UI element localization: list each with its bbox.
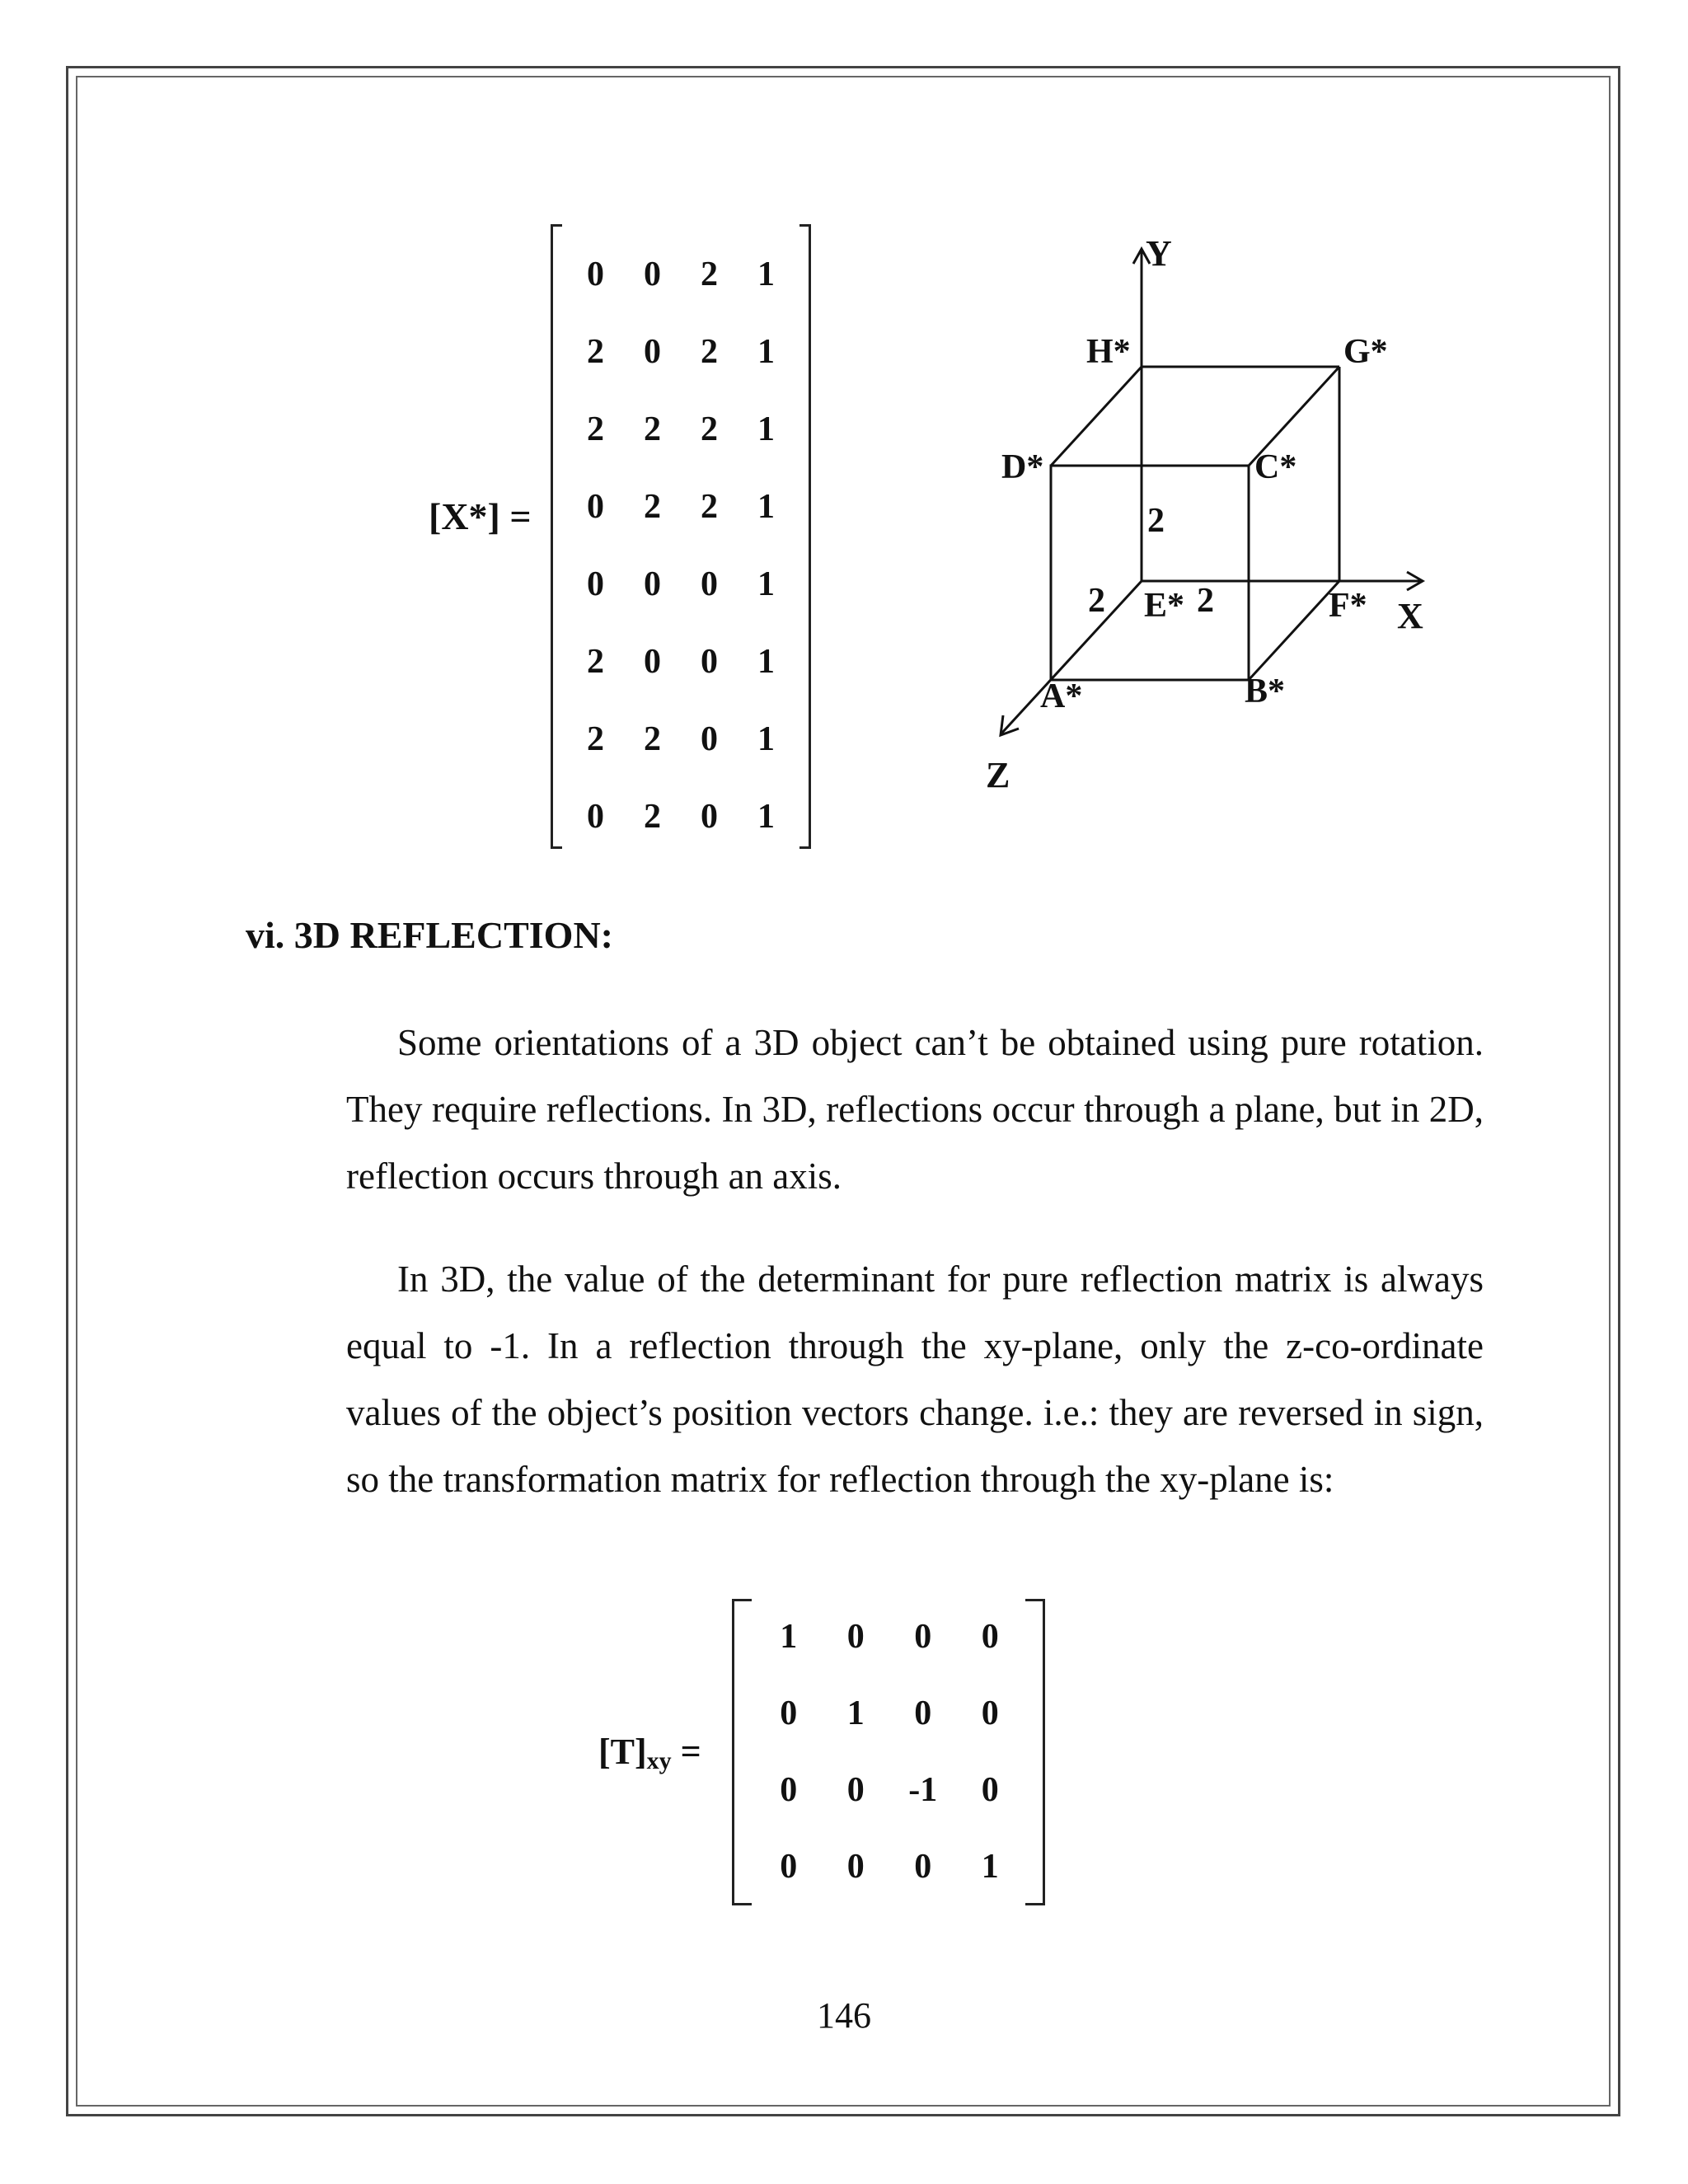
page-number: 146 xyxy=(817,1995,871,2036)
matrix-t-right-bracket xyxy=(1025,1599,1045,1905)
matrix-t-cell: 0 xyxy=(914,1848,932,1886)
matrix-x-cell: 2 xyxy=(587,720,604,758)
matrix-t-grid xyxy=(755,1599,1024,1905)
matrix-x-cell: 0 xyxy=(644,333,661,371)
matrix-x-cell: 2 xyxy=(587,643,604,681)
vertex-label-b: B* xyxy=(1245,673,1286,710)
matrix-x-cell: 2 xyxy=(701,488,718,526)
edge-fb xyxy=(1249,581,1339,680)
matrix-x-cell: 1 xyxy=(757,333,775,371)
matrix-t-label-main: [T] xyxy=(598,1732,647,1772)
matrix-x-cell: 2 xyxy=(587,333,604,371)
matrix-x-cell: 0 xyxy=(644,255,661,293)
matrix-t-label xyxy=(598,1731,701,1775)
dimension-width: 2 xyxy=(1197,582,1214,620)
matrix-x-cell: 2 xyxy=(587,410,604,448)
matrix-t-cell: 0 xyxy=(846,1618,865,1656)
matrix-x xyxy=(551,224,811,849)
paragraph-2: In 3D, the value of the determinant for pure reflection matrix is always equal to -1. In a reflection through the xy-plane, only the z-co-ordinate values of the object’s position vectors change. i.e.: they are reversed in sign, so the transformation matrix for reflection through the xy-plane is: xyxy=(346,1258,1484,1500)
paragraph-1: Some orientations of a 3D object can’t be obtained using pure rotation. They require reflections. In 3D, reflections occur through a plane, but in 2D, reflection occurs through an axis. xyxy=(346,1022,1484,1197)
matrix-x-cell: 0 xyxy=(644,565,661,603)
y-axis-label: Y xyxy=(1146,239,1172,274)
matrix-x-cell: 1 xyxy=(757,798,775,836)
matrix-x-cell: 0 xyxy=(644,643,661,681)
cube-diagram-svg xyxy=(973,239,1484,816)
matrix-t-cell: 0 xyxy=(981,1694,999,1732)
matrix-t-cell: 0 xyxy=(981,1771,999,1809)
matrix-x-cell: 2 xyxy=(644,798,661,836)
matrix-t-cell: 0 xyxy=(914,1694,932,1732)
matrix-t-cell: 0 xyxy=(914,1618,932,1656)
matrix-x-cell: 2 xyxy=(644,720,661,758)
matrix-t-cell: 0 xyxy=(981,1618,999,1656)
matrix-t-left-bracket xyxy=(732,1599,752,1905)
matrix-x-left-bracket xyxy=(551,224,562,849)
matrix-x-cell: 2 xyxy=(644,488,661,526)
matrix-x-cell: 0 xyxy=(701,798,718,836)
vertex-label-c: C* xyxy=(1254,448,1297,486)
matrix-x-cell: 1 xyxy=(757,643,775,681)
vertex-label-a: A* xyxy=(1040,677,1083,715)
matrix-t xyxy=(732,1599,1045,1905)
matrix-t-cell: 0 xyxy=(846,1848,865,1886)
matrix-t-cell: 0 xyxy=(780,1694,798,1732)
matrix-x-cell: 1 xyxy=(757,565,775,603)
z-axis-label: Z xyxy=(986,755,1010,795)
matrix-x-cell: 0 xyxy=(587,255,604,293)
matrix-x-grid xyxy=(567,236,795,855)
matrix-t-label-sub: xy xyxy=(646,1747,672,1774)
matrix-t-cell: 0 xyxy=(846,1771,865,1809)
matrix-t-label-eq: = xyxy=(680,1732,701,1772)
edge-hd xyxy=(1051,367,1142,466)
matrix-x-cell: 0 xyxy=(587,488,604,526)
matrix-t-cell: 1 xyxy=(780,1618,798,1656)
matrix-x-cell: 1 xyxy=(757,410,775,448)
matrix-x-cell: 2 xyxy=(701,410,718,448)
matrix-x-cell: 0 xyxy=(701,565,718,603)
matrix-x-cell: 0 xyxy=(587,798,604,836)
matrix-x-cell: 1 xyxy=(757,488,775,526)
cube-diagram xyxy=(973,239,1484,816)
matrix-x-cell: 1 xyxy=(757,255,775,293)
matrix-x-cell: 0 xyxy=(587,565,604,603)
vertex-label-g: G* xyxy=(1343,333,1388,371)
matrix-x-cell: 2 xyxy=(701,333,718,371)
matrix-t-cell: 0 xyxy=(780,1848,798,1886)
x-axis-label: X xyxy=(1397,596,1423,636)
matrix-x-cell: 0 xyxy=(701,643,718,681)
vertex-label-h: H* xyxy=(1086,333,1131,371)
vertex-label-f: F* xyxy=(1329,587,1367,625)
matrix-t-cell: 1 xyxy=(846,1694,865,1732)
matrix-x-cell: 2 xyxy=(644,410,661,448)
section-heading: vi. 3D REFLECTION: xyxy=(246,914,613,956)
matrix-t-cell: 1 xyxy=(981,1848,999,1886)
matrix-x-cell: 0 xyxy=(701,720,718,758)
dimension-height: 2 xyxy=(1147,502,1165,540)
matrix-t-cell: -1 xyxy=(908,1771,938,1809)
vertex-label-e: E* xyxy=(1144,587,1185,625)
matrix-t-cell: 0 xyxy=(780,1771,798,1809)
dimension-depth: 2 xyxy=(1088,582,1105,620)
matrix-x-cell: 1 xyxy=(757,720,775,758)
matrix-x-right-bracket xyxy=(799,224,811,849)
matrix-x-cell: 2 xyxy=(701,255,718,293)
vertex-label-d: D* xyxy=(1001,448,1044,486)
matrix-x-label: [X*] = xyxy=(429,495,532,537)
